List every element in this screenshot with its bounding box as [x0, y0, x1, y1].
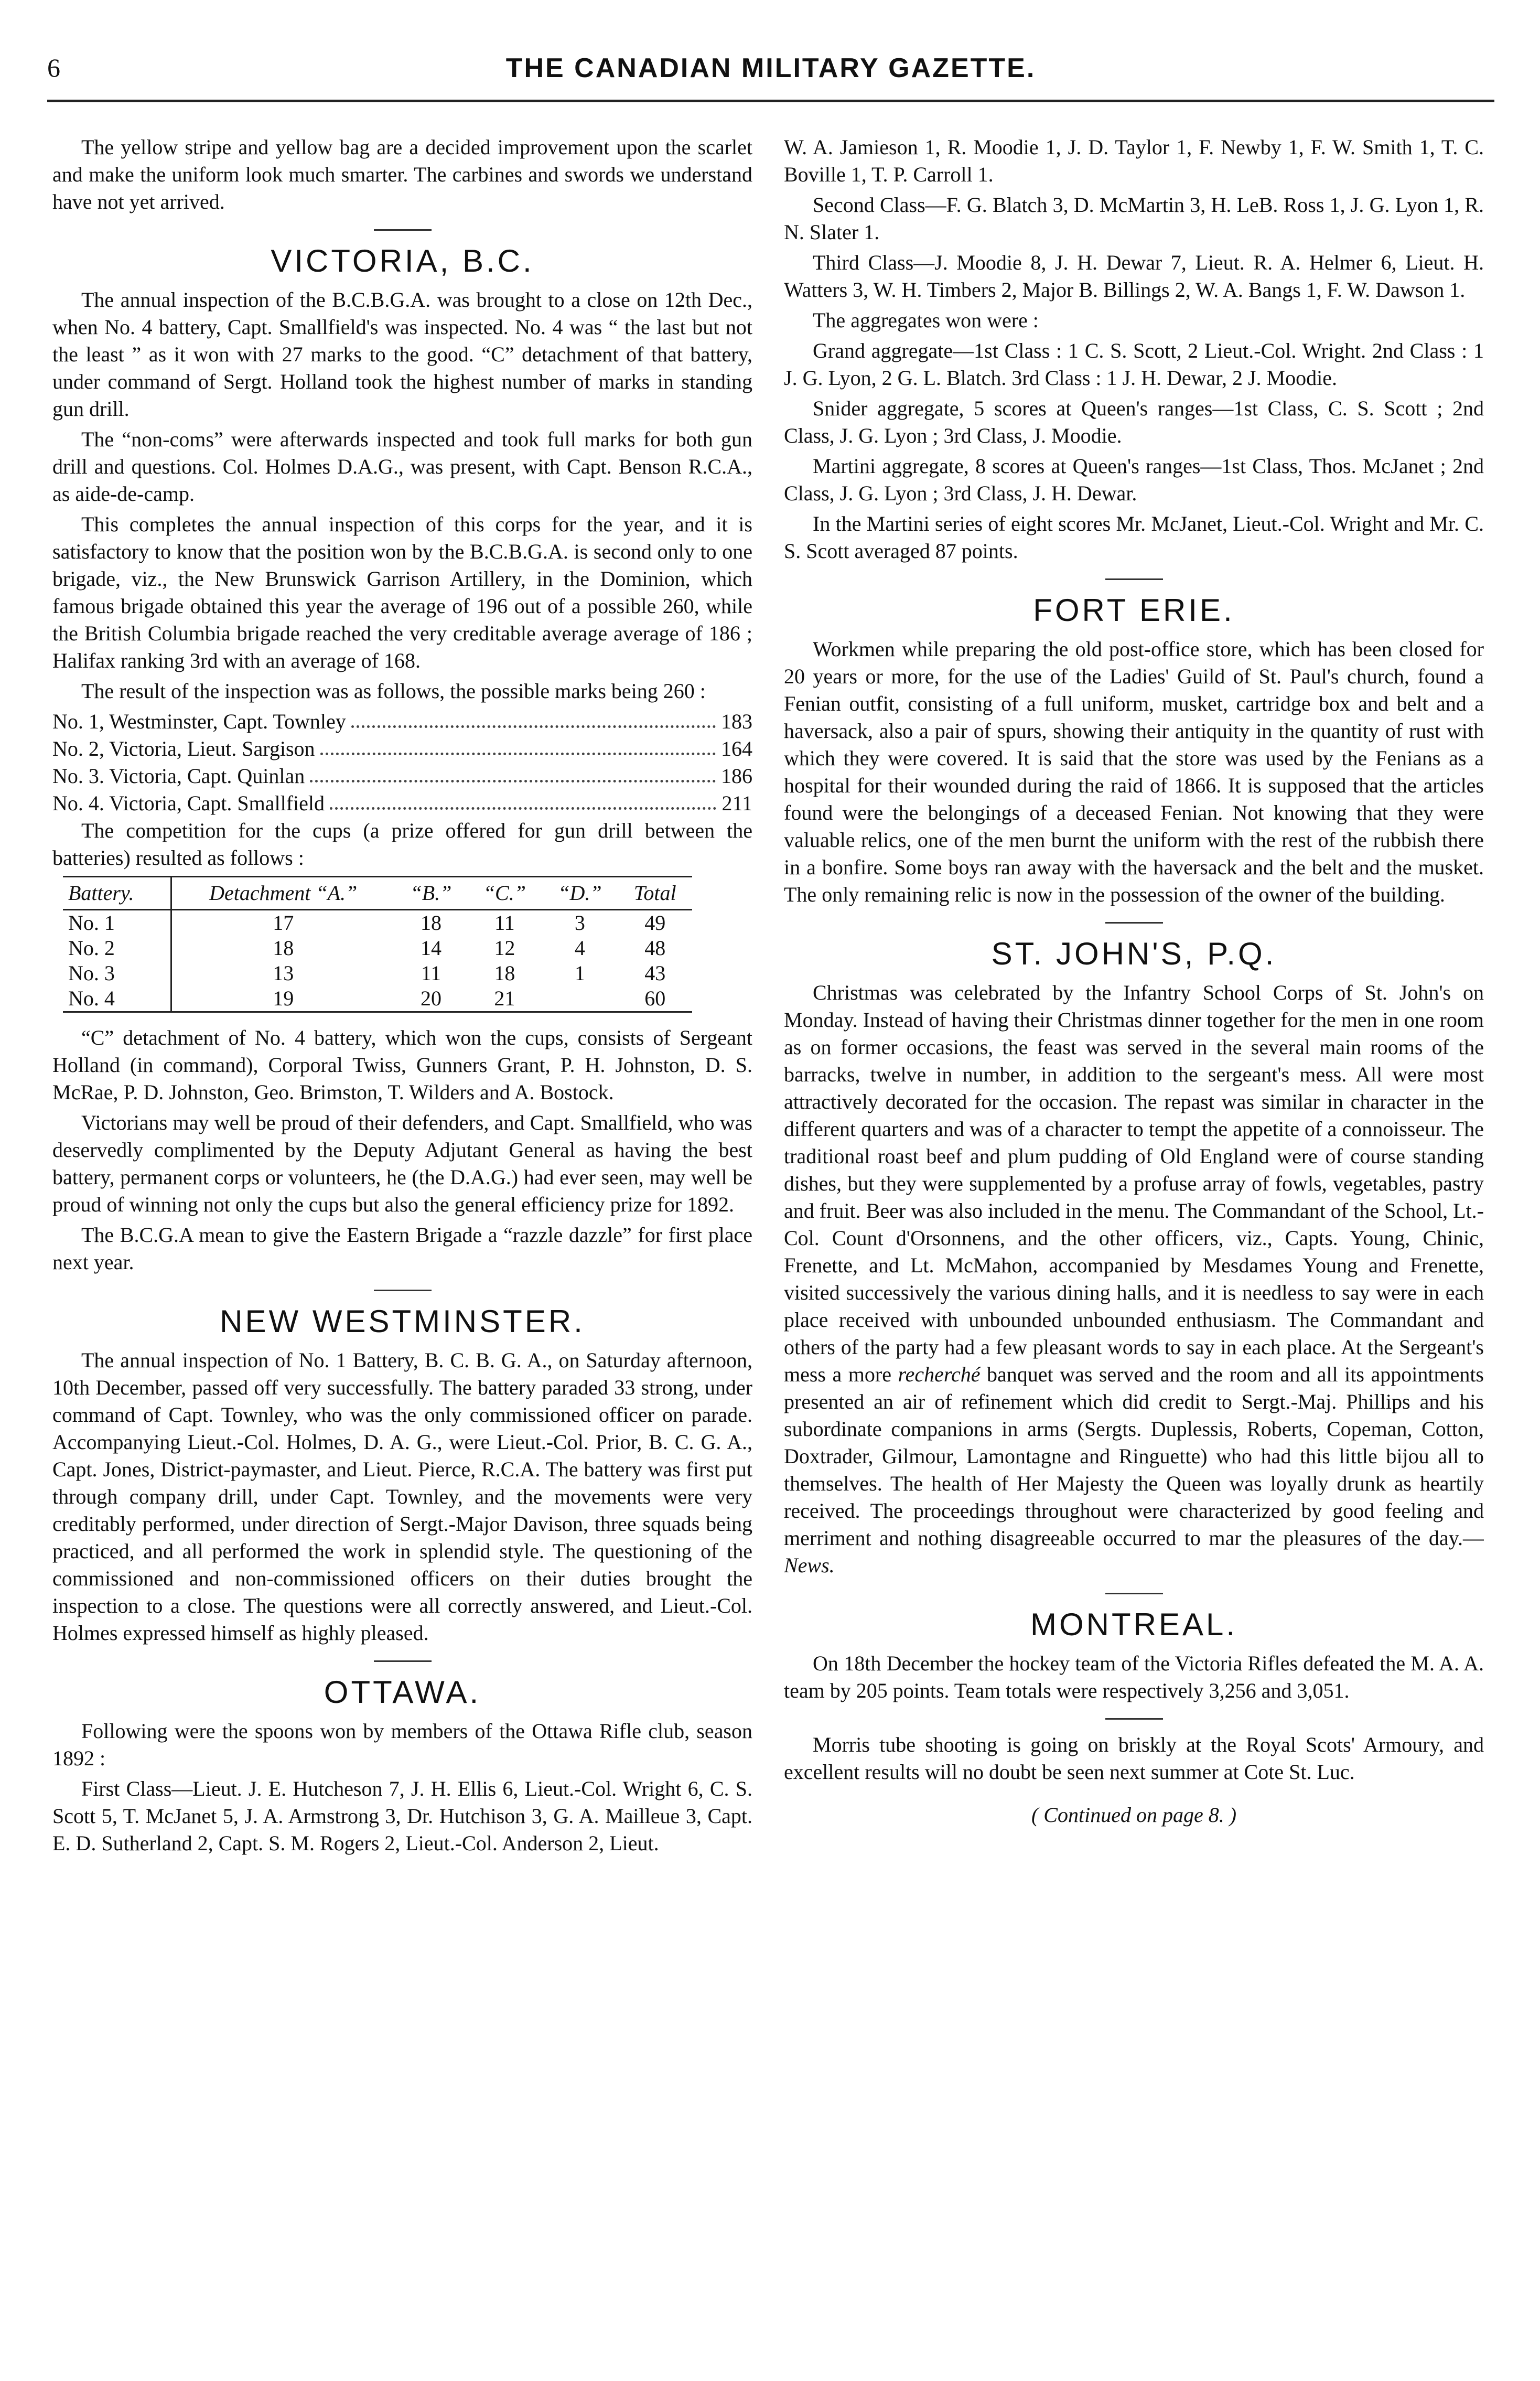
section-divider	[1105, 1718, 1163, 1720]
table-cell: No. 4	[63, 986, 171, 1012]
result-value: 186	[721, 764, 752, 788]
table-cell: 11	[421, 961, 441, 985]
table-cell: 18	[273, 936, 294, 960]
section-title-ottawa: OTTAWA.	[324, 1675, 481, 1710]
victoria-paragraph: The B.C.G.A mean to give the Eastern Brigade a “razzle dazzle” for first place next year.	[52, 1223, 752, 1274]
ottawa-paragraph: The aggregates won were :	[813, 308, 1039, 332]
table-cell: 4	[574, 936, 585, 960]
table-header: Total	[618, 877, 692, 910]
fort-erie-paragraph: Workmen while preparing the old post-office store, which has been closed for 20 years or more, for the use of the Ladies' Guild of St. Paul's church, found a Fenian outfit, consisting of a full uniform, musket, cartridge box and belt and a haversack, also a pair of spurs, showing their antiquity in the quantity of rust with which they were covered. It is said that the store was used by the Fenians as a hospital for their wounded during the raid of 1866. It is supposed that the articles found were the belongings of a deceased Fenian. Not knowing that they were valuable relics, one of the men burnt the uniform with the rest of the rubbish there in a bonfire. Some boys ran away with the haversack and the belt and the musket. The only remaining relic is now in the possession of the owner of the building.	[784, 637, 1484, 906]
section-divider	[1105, 922, 1163, 924]
ottawa-paragraph: Grand aggregate—1st Class : 1 C. S. Scott, 2 Lieut.-Col. Wright. 2nd Class : 1 J. G. Lyon, 2 G. L. Blatch. 3rd Class : 1 J. H. Dewar, 2 J. Moodie.	[784, 339, 1484, 390]
ottawa-paragraph: First Class—Lieut. J. E. Hutcheson 7, J. H. Ellis 6, Lieut.-Col. Wright 6, C. S. Scott 5, T. McJanet 5, J. A. Armstrong 3, Dr. Hutchison 3, G. A. Mailleue 3, Capt. E. D. Sutherland 2, Capt. S. M. Rogers 2, Lieut.-Col. Anderson 2, Lieut.	[52, 1777, 752, 1855]
table-row	[63, 936, 692, 961]
table-header: “D.”	[542, 877, 618, 910]
inspection-results-list	[52, 708, 752, 817]
running-head	[47, 52, 1494, 102]
table-cell: 1	[574, 961, 585, 985]
table-cell: 21	[467, 986, 542, 1012]
section-title-fort-erie: FORT ERIE.	[1033, 593, 1235, 628]
intro-paragraph: The yellow stripe and yellow bag are a decided improvement upon the scarlet and make the uniform look much smarter. The carbines and swords we understand have not yet arrived.	[52, 135, 752, 213]
result-value: 183	[721, 710, 752, 733]
result-value: 211	[721, 791, 752, 815]
table-cell: 3	[574, 911, 585, 935]
section-divider	[1105, 1593, 1163, 1594]
table-row	[63, 986, 692, 1012]
cups-table	[63, 876, 692, 1013]
st-johns-text-before: Christmas was celebrated by the Infantry School Corps of St. John's on Monday. Instead of having their Christmas dinner together for the men in one room as on former occasions, the feast was served in the several main rooms of the barracks, twelve in number, in addition to the sergeant's mess. All were most attractively decorated for the occasion. The repast was similar in character in the different quarters and was of a character to tempt the appetite of a connoisseur. The traditional roast beef and plum pudding of Old England were of course standing dishes, but they were supplemented by a profuse array of fowls, vegetables, pastry and fruit. Beer was also included in the menu. The Commandant of the School, Lt.-Col. Count d'Orsonnens, and the other officers, viz., Capts. Young, Chinic, Frenette, and Lt. McMahon, accompanied by Mesdames Young and Frenette, visited successively the various dining halls, and it is needless to say were in each place received with unbounded unbounded enthusiasm. The Commandant and others of the party had a few pleasant words to say in each place. At the Sergeant's mess a more	[784, 981, 1484, 1386]
victoria-paragraph: This completes the annual inspection of this corps for the year, and it is satisfactory to know that the position won by the B.C.B.G.A. is second only to one brigade, viz., the New Brunswick Garrison Artillery, in the Dominion, which famous brigade obtained this year the average of 196 out of a possible 260, while the British Columbia brigade reached the very creditable average average of 186 ; Halifax ranking 3rd with an average of 168.	[52, 512, 752, 672]
table-cell: 19	[171, 986, 394, 1012]
table-cell: 13	[273, 961, 294, 985]
ottawa-paragraph: Martini aggregate, 8 scores at Queen's ranges—1st Class, Thos. McJanet ; 2nd Class, J. G. Lyon ; 3rd Class, J. H. Dewar.	[784, 454, 1484, 505]
table-cell: No. 1	[63, 910, 171, 936]
result-row	[52, 735, 752, 763]
victoria-paragraph: The “non-coms” were afterwards inspected and took full marks for both gun drill and questions. Col. Holmes D.A.G., was present, with Capt. Benson R.C.A., as aide-de-camp.	[52, 427, 752, 506]
new-westminster-paragraph: The annual inspection of No. 1 Battery, B. C. B. G. A., on Saturday afternoon, 10th December, passed off very successfully. The battery paraded 33 strong, under command of Capt. Townley, who was the only commissioned officer on parade. Accompanying Lieut.-Col. Holmes, D. A. G., were Lieut.-Col. Prior, B. C. G. A., Capt. Jones, District-paymaster, and Lieut. Pierce, R.C.A. The battery was first put through company drill, under Capt. Townley, and the movements were very creditably performed, under direction of Sergt.-Major Davison, three squads being practiced, and all performed the work in splendid style. The questioning of the commissioned and non-commissioned officers on their duties brought the inspection to a close. The questions were all correctly answered, and Lieut.-Col. Holmes expressed himself as highly pleased.	[52, 1348, 752, 1645]
section-title-victoria: VICTORIA, B.C.	[271, 243, 534, 278]
table-cell: 49	[644, 911, 666, 935]
table-cell: 60	[618, 986, 692, 1012]
st-johns-text-after: banquet was served and the room and all its appointments presented an air of refinement which did credit to Sergt.-Maj. Phillips and his subordinate companions in arms (Sergts. Duplessis, Roberts, Copeman, Cotton, Doxtrader, Gilmour, Lamontagne and Ringuette) who had this little bijou all to themselves. The health of Her Majesty the Queen was loyally drunk as heartily received. The proceedings throughout were characterized by good feeling and merriment and nothing disagreeable occurred to mar the pleasures of the day.—	[784, 1363, 1484, 1550]
result-row	[52, 790, 752, 817]
table-cell: 12	[494, 936, 515, 960]
leader-dots	[351, 708, 716, 728]
leader-dots	[330, 790, 716, 810]
result-label: No. 4. Victoria, Capt. Smallfield	[52, 791, 325, 815]
cups-intro: The competition for the cups (a prize offered for gun drill between the batteries) resulted as follows :	[52, 819, 752, 870]
continued-notice: ( Continued on page 8. )	[1031, 1803, 1237, 1827]
leader-dots	[310, 763, 716, 782]
right-column	[784, 134, 1484, 2336]
section-title-new-westminster: NEW WESTMINSTER.	[220, 1304, 585, 1339]
victoria-paragraph: “C” detachment of No. 4 battery, which won the cups, consists of Sergeant Holland (in command), Corporal Twiss, Gunners Grant, P. H. Johnston, D. S. McRae, P. D. Johnston, Geo. Brimston, T. Wilders and A. Bostock.	[52, 1026, 752, 1104]
table-row	[63, 961, 692, 986]
ottawa-paragraph: Snider aggregate, 5 scores at Queen's ranges—1st Class, C. S. Scott ; 2nd Class, J. G. Lyon ; 3rd Class, J. Moodie.	[784, 396, 1484, 447]
section-title-montreal: MONTREAL.	[1030, 1607, 1238, 1642]
table-cell: 18	[420, 911, 441, 935]
table-cell: 14	[420, 936, 441, 960]
table-cell: No. 2	[63, 936, 171, 961]
italic-word: recherché	[898, 1363, 981, 1386]
result-label: No. 1, Westminster, Capt. Townley	[52, 710, 346, 733]
ottawa-paragraph: W. A. Jamieson 1, R. Moodie 1, J. D. Taylor 1, F. Newby 1, F. W. Smith 1, T. C. Boville 1, T. P. Carroll 1.	[784, 135, 1484, 186]
table-row	[63, 910, 692, 936]
ottawa-paragraph: Third Class—J. Moodie 8, J. H. Dewar 7, Lieut. R. A. Helmer 6, Lieut. H. Watters 3, W. H. Timbers 2, Major B. Billings 2, W. A. Bangs 1, F. W. Dawson 1.	[784, 251, 1484, 302]
table-cell: 17	[273, 911, 294, 935]
ottawa-paragraph: Second Class—F. G. Blatch 3, D. McMartin 3, H. LeB. Ross 1, J. G. Lyon 1, R. N. Slater 1.	[784, 193, 1484, 244]
montreal-paragraph: On 18th December the hockey team of the Victoria Rifles defeated the M. A. A. team by 205 points. Team totals were respectively 3,256 and 3,051.	[784, 1651, 1484, 1702]
table-header: “B.”	[395, 877, 468, 910]
st-johns-paragraph	[784, 979, 1484, 1579]
ottawa-paragraph: Following were the spoons won by members of the Ottawa Rifle club, season 1892 :	[52, 1719, 752, 1770]
table-cell: 11	[494, 911, 515, 935]
table-cell: No. 3	[63, 961, 171, 986]
result-row	[52, 708, 752, 735]
source-credit: News.	[784, 1553, 835, 1577]
table-header: “C.”	[467, 877, 542, 910]
journal-title: THE CANADIAN MILITARY GAZETTE.	[505, 53, 1036, 83]
section-title-st-johns: ST. JOHN'S, P.Q.	[991, 936, 1277, 971]
table-header-row	[63, 877, 692, 910]
victoria-paragraph: The annual inspection of the B.C.B.G.A. was brought to a close on 12th Dec., when No. 4 battery, Capt. Smallfield's was inspected. No. 4 was “ the last but not the least ” as it won with 27 marks to the good. “C” detachment of that battery, under command of Sergt. Holland took the highest number of marks in standing gun drill.	[52, 288, 752, 421]
section-divider	[374, 1290, 432, 1291]
left-column	[52, 134, 752, 2336]
table-header: Battery.	[63, 877, 171, 910]
montreal-paragraph: Morris tube shooting is going on briskly at the Royal Scots' Armoury, and excellent results will no doubt be seen next summer at Cote St. Luc.	[784, 1733, 1484, 1784]
table-header: Detachment “A.”	[171, 877, 394, 910]
table-cell: 43	[644, 961, 666, 985]
result-label: No. 2, Victoria, Lieut. Sargison	[52, 737, 315, 760]
victoria-paragraph: The result of the inspection was as follows, the possible marks being 260 :	[81, 679, 706, 703]
table-cell: 20	[395, 986, 468, 1012]
section-divider	[374, 229, 432, 231]
result-label: No. 3. Victoria, Capt. Quinlan	[52, 764, 305, 788]
table-cell	[542, 986, 618, 1012]
leader-dots	[320, 735, 716, 755]
ottawa-paragraph: In the Martini series of eight scores Mr. McJanet, Lieut.-Col. Wright and Mr. C. S. Scott averaged 87 points.	[784, 512, 1484, 563]
page-number: 6	[47, 53, 60, 82]
section-divider	[1105, 578, 1163, 580]
table-cell: 48	[644, 936, 666, 960]
section-divider	[374, 1660, 432, 1662]
table-cell: 18	[494, 961, 515, 985]
result-row	[52, 763, 752, 790]
result-value: 164	[721, 737, 752, 760]
victoria-paragraph: Victorians may well be proud of their defenders, and Capt. Smallfield, who was deservedly complimented by the Deputy Adjutant General as having the best battery, permanent corps or volunteers, he (the D.A.G.) had ever seen, may well be proud of winning not only the cups but also the general efficiency prize for 1892.	[52, 1111, 752, 1216]
